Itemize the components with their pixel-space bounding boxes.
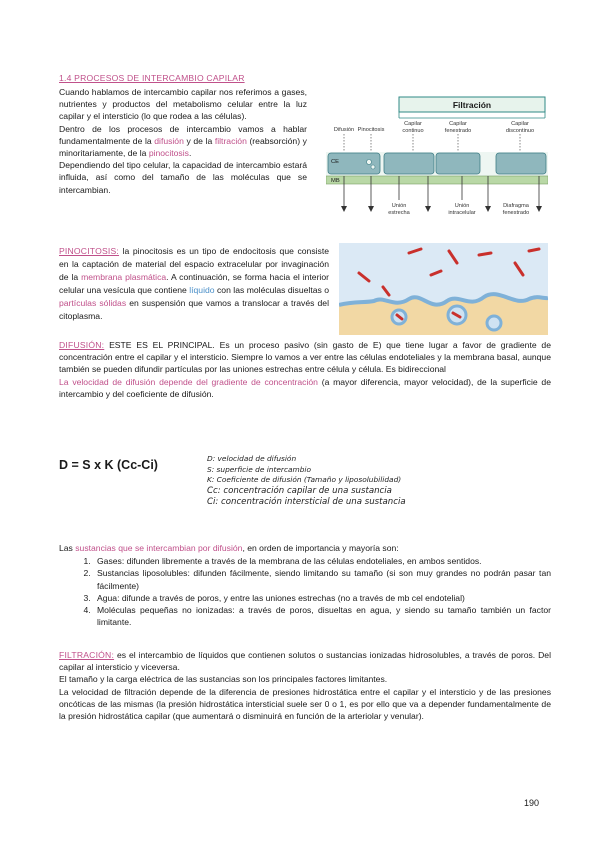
label-capilar-fenestrado-1: Capilar	[449, 121, 467, 127]
section-title: 1.4 PROCESOS DE INTERCAMBIO CAPILAR	[59, 73, 245, 83]
capillary-diagram-svg	[326, 96, 548, 236]
pinocitosis-title: PINOCITOSIS:	[59, 246, 120, 256]
label-difusion: Difusión	[333, 127, 355, 133]
label-union-estrecha-2: estrecha	[388, 210, 410, 216]
capillary-diagram	[326, 96, 548, 236]
filtracion-definition: FILTRACIÓN: es el intercambio de líquidos que contienen solutos o sustancias ionizadas hidrosolubles, a través de poros. Del capilar al intersticio y viceversa.	[59, 650, 551, 673]
filtracion-paragraph	[59, 649, 551, 722]
filtration-header: Filtración	[452, 100, 492, 110]
list-item: 1. Gases: difunden libremente a través de la membrana de las células endoteliales, en ambos sentidos.	[93, 555, 551, 567]
list-item: 4. Moléculas pequeñas no ionizadas: a través de poros, disueltas en agua, y siendo su tamaño también un factor limitante.	[93, 604, 551, 628]
processes-paragraph: Dentro de los procesos de intercambio vamos a hablar fundamentalmente de la difusión y de la filtración (reabsorción) y minoritariamente, de la pinocitosis.	[59, 123, 307, 159]
difusion-title: DIFUSIÓN:	[59, 340, 105, 350]
difusion-definition: DIFUSIÓN: ESTE ES EL PRINCIPAL. Es un proceso pasivo (sin gasto de E) que tiene lugar a favor de gradiente de concentración entre el capilar y el intersticio. Siempre lo vamos a ver entre las células endoteliales y la membrana basal, aunque también se pueden difundir partículas por las uniones estrechas entre célula y célula. Es bidireccional	[59, 340, 551, 375]
endothelial-cell-4	[496, 153, 546, 174]
endothelial-cell-2	[384, 153, 434, 174]
label-diafragma-2: fenestrado	[502, 210, 530, 216]
label-capilar-fenestrado-2: fenestrado	[444, 128, 472, 134]
label-mb: MB	[331, 178, 340, 184]
pinocytosis-illustration	[339, 243, 548, 335]
intro-paragraph: Cuando hablamos de intercambio capilar nos referimos a gases, nutrientes y productos del metabolismo celular entre la luz capilar y el intersticio (lo que rodea a las células).	[59, 87, 307, 122]
filtracion-limits: El tamaño y la carga eléctrica de las sustancias son los principales factores limitantes.	[59, 674, 388, 685]
note-d: D: velocidad de difusión	[207, 454, 297, 463]
difusion-paragraph	[59, 339, 551, 400]
label-union-estrecha-1: Unión	[391, 203, 407, 209]
section-intro	[59, 86, 307, 196]
filtracion-speed: La velocidad de filtración depende de la diferencia de presiones hidrostática entre el capilar y el intersticio y de las presiones oncóticas de las mismas (la presión hidrostática intersticial suele ser 0 o 1, es por ello que va a depender fundamentalmente de la presión hidrostática capilar (que aumentará o disminuirá en función de la arteriolar y venular).	[59, 686, 551, 722]
page-number: 190	[524, 798, 540, 808]
endothelial-cell-3	[436, 153, 480, 174]
label-ce: CE	[331, 159, 340, 165]
difusion-speed: La velocidad de difusión depende del gradiente de concentración (a mayor diferencia, mayor velocidad), de la superficie de intercambio y del coeficiente de difusión.	[59, 376, 551, 399]
list-item: 2. Sustancias liposolubles: difunden fácilmente, siendo limitando su tamaño (si son muy grandes no podrán pasar tan fácilmente)	[93, 567, 551, 591]
label-capilar-continuo-2: continuo	[402, 128, 424, 134]
dependence-paragraph: Dependiendo del tipo celular, la capacidad de intercambio estará influida, así como del tamaño de las moléculas que se intercambian.	[59, 160, 307, 195]
label-union-intracelular-2: intracelular	[448, 210, 476, 216]
note-k: K: Coeficiente de difusión (Tamaño y liposolubilidad)	[207, 475, 402, 485]
label-capilar-discontinuo-1: Capilar	[511, 121, 529, 127]
label-capilar-discontinuo-2: discontinuo	[505, 128, 535, 134]
basement-membrane	[326, 176, 548, 184]
note-s: S: superficie de intercambio	[207, 464, 311, 474]
label-union-intracelular-1: Unión	[454, 203, 470, 209]
note-ci: Ci: concentración intersticial de una sustancia	[207, 497, 406, 508]
label-diafragma-1: Diafragma	[503, 203, 529, 209]
substances-block	[59, 542, 551, 628]
list-item: 3. Agua: difunde a través de poros, y entre las uniones estrechas (no a través de mb cel endotelial)	[93, 592, 551, 604]
diffusion-formula: D = S x K (Cc-Ci)	[59, 458, 158, 472]
substances-intro: Las sustancias que se intercambian por difusión, en orden de importancia y mayoría son:	[59, 543, 399, 553]
pinocytosis-illustration-svg	[339, 243, 548, 335]
substances-list	[59, 555, 551, 628]
formula-notes	[207, 454, 507, 509]
label-capilar-continuo-1: Capilar	[404, 121, 422, 127]
filtracion-title: FILTRACIÓN:	[59, 650, 115, 660]
label-pinocitosis: Pinocitosis	[357, 127, 385, 133]
pinocitosis-paragraph: PINOCITOSIS: la pinocitosis es un tipo de endocitosis que consiste en la captación de material del espacio extracelular por invaginación de la membrana plasmática. A continuación, se forma hacia el interior celular una vesícula que contiene líquido con las moléculas disueltas o partículas sólidas en suspensión que vamos a translocar a través del citoplasma.	[59, 246, 330, 321]
note-cc: Cc: concentración capilar de una sustancia	[207, 485, 392, 496]
